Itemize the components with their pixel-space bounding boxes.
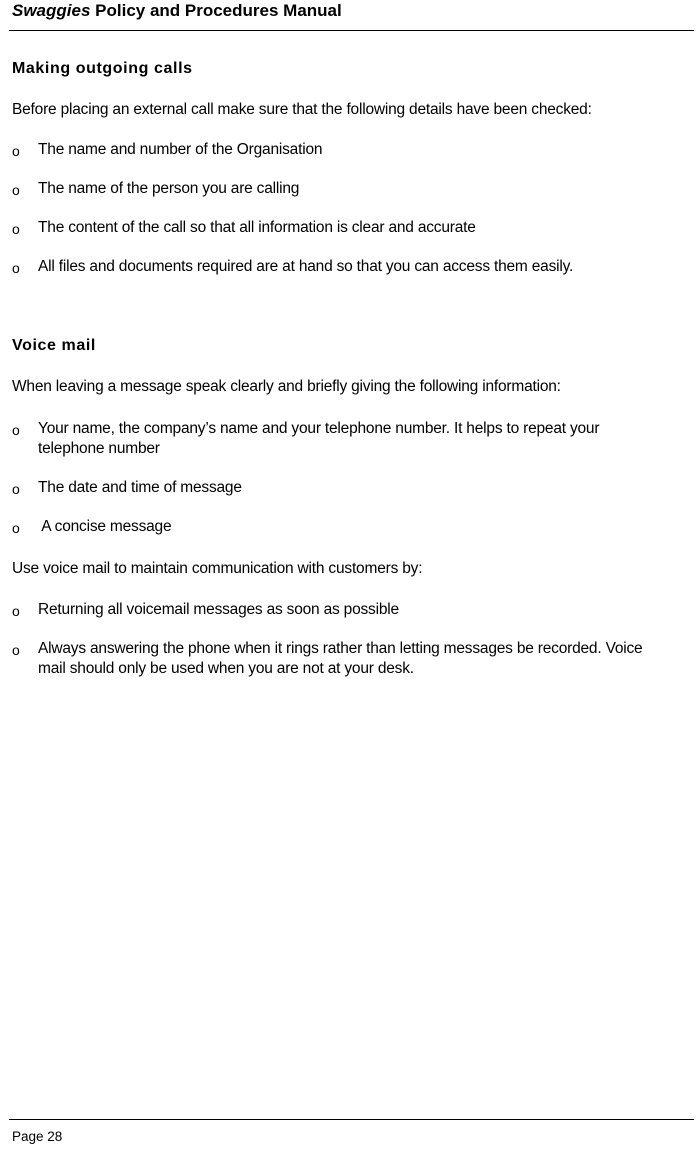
list-item-text: Your name, the company’s name and your telephone number. It helps to repeat your telephone number [38, 420, 600, 457]
list-item [12, 419, 662, 459]
section-heading-outgoing-calls: Making outgoing calls [12, 60, 193, 77]
circle-bullet-icon: o [12, 143, 20, 159]
outgoing-calls-intro: Before placing an external call make sure that the following details have been checked: [12, 101, 592, 118]
circle-bullet-icon: o [12, 481, 20, 497]
voice-mail-usage-checklist [12, 600, 652, 679]
list-item-text: Returning all voicemail messages as soon as possible [38, 601, 399, 618]
list-item [12, 639, 652, 679]
list-item-text: A concise message [38, 518, 172, 535]
list-item [12, 517, 662, 537]
list-item-text: The name and number of the Organisation [38, 141, 323, 158]
page-header [12, 0, 342, 22]
header-divider [9, 30, 694, 31]
header-title: Policy and Procedures Manual [90, 1, 342, 20]
circle-bullet-icon: o [12, 642, 20, 658]
voice-mail-message-checklist [12, 419, 662, 537]
list-item [12, 478, 662, 498]
header-brand: Swaggies [12, 1, 91, 20]
section-heading-voice-mail: Voice mail [12, 337, 96, 354]
list-item [12, 600, 652, 620]
voice-mail-usage-intro: Use voice mail to maintain communication with customers by: [12, 560, 423, 577]
circle-bullet-icon: o [12, 260, 20, 276]
list-item-text: The content of the call so that all information is clear and accurate [38, 219, 476, 236]
circle-bullet-icon: o [12, 182, 20, 198]
list-item-text: The date and time of message [38, 479, 242, 496]
list-item-text: All files and documents required are at hand so that you can access them easily. [38, 258, 574, 275]
footer-divider [9, 1119, 694, 1120]
document-body [12, 58, 692, 679]
list-item [12, 140, 692, 160]
page-number: Page 28 [12, 1129, 63, 1144]
circle-bullet-icon: o [12, 520, 20, 536]
list-item [12, 218, 692, 238]
circle-bullet-icon: o [12, 422, 20, 438]
list-item-text: The name of the person you are calling [38, 180, 300, 197]
voice-mail-intro: When leaving a message speak clearly and briefly giving the following information: [12, 378, 561, 395]
list-item-text: Always answering the phone when it rings rather than letting messages be recorded. Voice mail should only be used when you are not at your desk. [38, 640, 643, 677]
circle-bullet-icon: o [12, 221, 20, 237]
outgoing-calls-checklist [12, 140, 692, 277]
list-item [12, 179, 692, 199]
circle-bullet-icon: o [12, 603, 20, 619]
list-item [12, 257, 692, 277]
